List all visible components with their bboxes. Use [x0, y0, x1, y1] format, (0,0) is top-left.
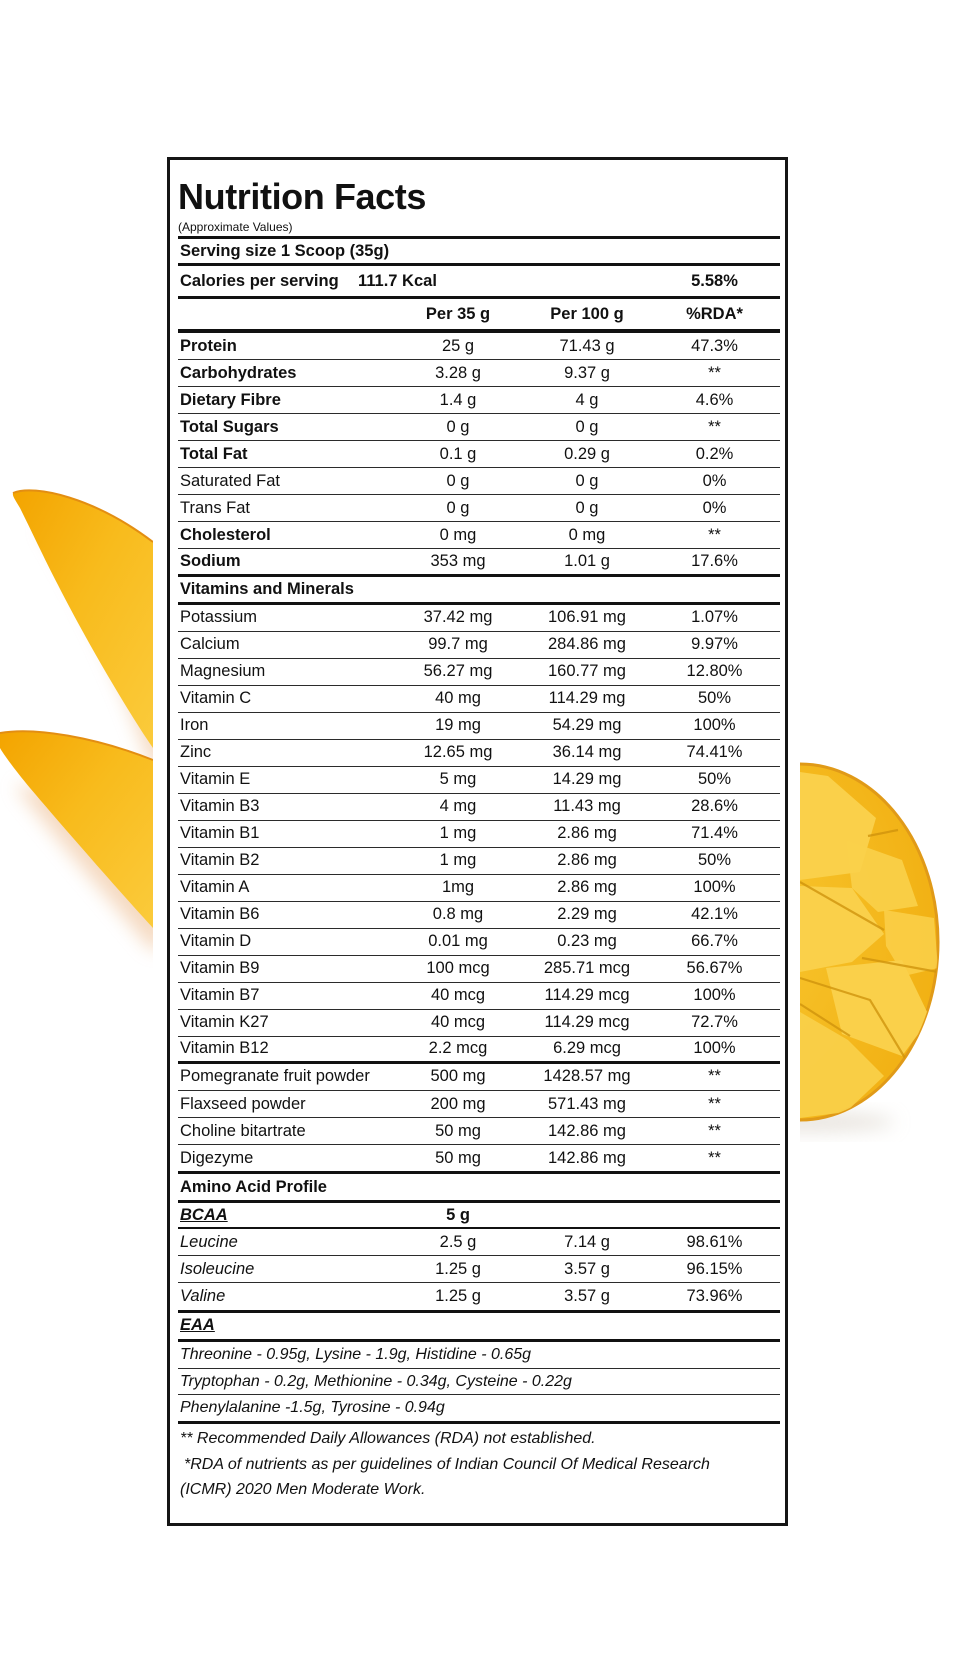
- ingredient-per-100g: 142.86 mg: [548, 1121, 626, 1140]
- vitamin-per-35g: 37.42 mg: [423, 608, 493, 627]
- nutrient-per-35g: 0.1 g: [439, 444, 477, 463]
- nutrient-name: Dietary Fibre: [180, 390, 281, 409]
- serving-size: Serving size 1 Scoop (35g): [180, 241, 390, 260]
- nutrient-per-100g: 0 g: [575, 471, 599, 490]
- vitamin-per-35g: 40 mg: [435, 689, 481, 708]
- vitamin-row: [178, 767, 780, 794]
- bcaa-total: 5 g: [446, 1205, 470, 1224]
- vitamin-name: Vitamin B7: [180, 986, 260, 1005]
- nutrient-rda: 0%: [702, 471, 727, 490]
- ingredient-per-35g: 50 mg: [435, 1121, 481, 1140]
- vitamin-per-35g: 56.27 mg: [423, 662, 493, 681]
- vitamin-rda: 1.07%: [691, 608, 738, 627]
- ingredient-row: [178, 1064, 780, 1091]
- vitamin-row: [178, 794, 780, 821]
- nutrient-per-35g: 0 mg: [439, 525, 477, 544]
- vitamin-rda: 100%: [693, 986, 736, 1005]
- nutrient-per-35g: 1.4 g: [439, 390, 477, 409]
- vitamin-per-100g: 2.29 mg: [557, 905, 617, 924]
- nutrient-row: [178, 468, 780, 495]
- vitamin-per-35g: 0.8 mg: [432, 905, 484, 924]
- nutrient-row: [178, 333, 780, 360]
- vitamin-per-100g: 106.91 mg: [548, 608, 626, 627]
- nutrient-per-35g: 0 g: [446, 498, 470, 517]
- amino-acid-profile-heading: Amino Acid Profile: [180, 1177, 327, 1196]
- vitamin-name: Vitamin D: [180, 932, 252, 951]
- nutrient-per-100g: 9.37 g: [564, 363, 610, 382]
- ingredient-name: Pomegranate fruit powder: [180, 1067, 370, 1086]
- nutrient-rda: 17.6%: [691, 551, 738, 570]
- eaa-line: Threonine - 0.95g, Lysine - 1.9g, Histidine - 0.65g: [178, 1342, 780, 1370]
- eaa-label-cell: [178, 1316, 391, 1335]
- vitamin-rda: 9.97%: [691, 635, 738, 654]
- vitamin-per-35g: 99.7 mg: [428, 635, 488, 654]
- vitamin-rda: 12.80%: [686, 662, 743, 681]
- vitamin-per-100g: 14.29 mg: [552, 770, 622, 789]
- nutrient-per-100g: 71.43 g: [559, 336, 615, 355]
- nutrition-facts-label: [167, 157, 788, 1526]
- nutrient-per-100g: 0 g: [575, 498, 599, 517]
- vitamin-rda: 42.1%: [691, 905, 738, 924]
- ingredient-name: Digezyme: [180, 1148, 254, 1167]
- vitamin-name: Potassium: [180, 608, 258, 627]
- vitamin-per-35g: 40 mcg: [430, 1013, 486, 1032]
- nutrient-rda: **: [708, 525, 721, 544]
- nutrient-row: [178, 414, 780, 441]
- calories-rda: 5.58%: [691, 271, 738, 290]
- ingredient-row: [178, 1091, 780, 1118]
- vitamin-per-100g: 36.14 mg: [552, 743, 622, 762]
- bcaa-row: [178, 1256, 780, 1283]
- nutrient-name: Carbohydrates: [180, 363, 297, 382]
- vitamin-row: [178, 848, 780, 875]
- vitamin-per-35g: 1 mg: [439, 851, 477, 870]
- column-header-per-35g: Per 35 g: [425, 304, 491, 323]
- vitamin-name: Magnesium: [180, 662, 266, 681]
- nutrient-row: [178, 441, 780, 468]
- vitamin-per-100g: 0.23 mg: [557, 932, 617, 951]
- bcaa-row: [178, 1229, 780, 1256]
- vitamin-name: Vitamin A: [180, 878, 250, 897]
- bcaa-heading-row: [178, 1203, 780, 1229]
- nutrient-row: [178, 387, 780, 414]
- ingredient-per-100g: 571.43 mg: [548, 1094, 626, 1113]
- vitamin-per-35g: 100 mcg: [426, 959, 490, 978]
- footnote-rda-source-line: *RDA of nutrients as per guidelines of Indian Council Of Medical Research: [184, 1455, 710, 1473]
- ingredient-name: Flaxseed powder: [180, 1094, 306, 1113]
- eaa-line: Phenylalanine -1.5g, Tyrosine - 0.94g: [178, 1395, 780, 1423]
- bcaa-name: Isoleucine: [180, 1259, 255, 1278]
- ingredient-row: [178, 1145, 780, 1174]
- mango-slice-top: [13, 490, 165, 770]
- vitamin-per-100g: 11.43 mg: [553, 797, 621, 816]
- vitamin-per-35g: 5 mg: [439, 770, 477, 789]
- amino-acid-profile-heading-row: [178, 1174, 780, 1203]
- vitamin-name: Calcium: [180, 635, 240, 654]
- label-header: [178, 160, 780, 239]
- ingredient-row: [178, 1118, 780, 1145]
- calories-value: 111.7 Kcal: [358, 271, 437, 290]
- nutrient-name: Protein: [180, 336, 237, 355]
- vitamin-row: [178, 659, 780, 686]
- nutrient-per-35g: 0 g: [446, 471, 470, 490]
- nutrient-name: Sodium: [180, 551, 241, 570]
- ingredient-per-35g: 50 mg: [435, 1148, 481, 1167]
- ingredient-name: Choline bitartrate: [180, 1121, 306, 1140]
- nutrient-name: Total Fat: [180, 444, 248, 463]
- nutrient-per-100g: 0 mg: [568, 525, 606, 544]
- vitamin-rda: 50%: [697, 851, 732, 870]
- bcaa-label: BCAA: [180, 1205, 228, 1224]
- vitamin-row: [178, 605, 780, 632]
- vitamins-minerals-section: [178, 605, 780, 1064]
- nutrient-row: [178, 549, 780, 577]
- nutrient-row: [178, 522, 780, 549]
- bcaa-per-35g: 2.5 g: [439, 1232, 477, 1251]
- vitamin-rda: 71.4%: [691, 824, 738, 843]
- bcaa-name: Valine: [180, 1287, 226, 1306]
- vitamin-rda: 66.7%: [691, 932, 738, 951]
- vitamin-name: Vitamin K27: [180, 1013, 269, 1032]
- vitamin-row: [178, 686, 780, 713]
- nutrient-per-100g: 0 g: [575, 417, 599, 436]
- bcaa-per-35g: 1.25 g: [435, 1287, 481, 1306]
- vitamins-minerals-heading: Vitamins and Minerals: [180, 579, 354, 598]
- additional-ingredients-section: [178, 1064, 780, 1174]
- bcaa-rda: 98.61%: [686, 1232, 743, 1251]
- footnotes: [178, 1424, 780, 1503]
- vitamin-name: Vitamin B9: [180, 959, 260, 978]
- vitamin-row: [178, 956, 780, 983]
- ingredient-rda: **: [708, 1094, 721, 1113]
- vitamin-per-100g: 54.29 mg: [552, 716, 622, 735]
- nutrient-rda: **: [708, 363, 721, 382]
- eaa-label: EAA: [180, 1316, 215, 1335]
- vitamin-row: [178, 713, 780, 740]
- vitamin-row: [178, 632, 780, 659]
- vitamin-per-100g: 2.86 mg: [557, 851, 617, 870]
- bcaa-per-100g: 3.57 g: [564, 1287, 610, 1306]
- ingredient-per-100g: 1428.57 mg: [543, 1067, 631, 1086]
- vitamin-per-35g: 0.01 mg: [428, 932, 488, 951]
- nutrient-rda: 0.2%: [695, 444, 734, 463]
- vitamin-per-35g: 4 mg: [439, 797, 477, 816]
- nutrition-table: [178, 160, 780, 1503]
- vitamin-per-100g: 2.86 mg: [557, 824, 617, 843]
- vitamin-name: Vitamin B2: [180, 851, 260, 870]
- bcaa-per-35g: 1.25 g: [435, 1259, 481, 1278]
- nutrient-row: [178, 360, 780, 387]
- vitamin-name: Vitamin E: [180, 770, 251, 789]
- vitamin-row: [178, 875, 780, 902]
- vitamin-per-35g: 1mg: [441, 878, 475, 897]
- vitamin-rda: 100%: [693, 878, 736, 897]
- vitamins-minerals-heading-row: [178, 577, 780, 605]
- vitamin-name: Iron: [180, 716, 209, 735]
- bcaa-per-100g: 7.14 g: [564, 1232, 610, 1251]
- nutrient-name: Saturated Fat: [180, 471, 280, 490]
- vitamin-per-35g: 2.2 mcg: [428, 1039, 488, 1058]
- bcaa-name: Leucine: [180, 1232, 238, 1251]
- eaa-line: Tryptophan - 0.2g, Methionine - 0.34g, Cysteine - 0.22g: [178, 1369, 780, 1395]
- footnote-rda-source-line: (ICMR) 2020 Men Moderate Work.: [180, 1481, 426, 1499]
- bcaa-per-100g: 3.57 g: [564, 1259, 610, 1278]
- vitamin-row: [178, 821, 780, 848]
- vitamin-per-100g: 114.29 mcg: [544, 986, 630, 1005]
- ingredient-rda: **: [708, 1067, 721, 1086]
- mango-slice-bottom: [0, 731, 165, 950]
- serving-size-row: [178, 239, 780, 266]
- calories-label: Calories per serving: [180, 271, 339, 290]
- nutrient-per-100g: 0.29 g: [564, 444, 610, 463]
- vitamin-row: [178, 902, 780, 929]
- vitamin-per-100g: 285.71 mcg: [543, 959, 631, 978]
- nutrient-rda: 47.3%: [691, 336, 738, 355]
- page-title: Nutrition Facts: [178, 175, 427, 217]
- vitamin-per-100g: 114.29 mcg: [544, 1013, 630, 1032]
- nutrient-rda: 0%: [702, 498, 727, 517]
- nutrient-name: Trans Fat: [180, 498, 250, 517]
- bcaa-rda: 96.15%: [686, 1259, 743, 1278]
- ingredient-rda: **: [708, 1121, 721, 1140]
- vitamin-name: Vitamin B3: [180, 797, 260, 816]
- vitamin-per-100g: 160.77 mg: [548, 662, 626, 681]
- vitamin-rda: 28.6%: [691, 797, 738, 816]
- nutrient-per-35g: 3.28 g: [435, 363, 481, 382]
- vitamin-per-35g: 1 mg: [439, 824, 477, 843]
- vitamin-per-35g: 40 mcg: [430, 986, 486, 1005]
- vitamin-rda: 72.7%: [691, 1013, 738, 1032]
- ingredient-rda: **: [708, 1148, 721, 1167]
- vitamin-per-100g: 284.86 mg: [548, 635, 626, 654]
- column-header-rda: %RDA*: [686, 304, 743, 323]
- vitamin-rda: 74.41%: [686, 743, 743, 762]
- bcaa-section: [178, 1229, 780, 1313]
- nutrient-row: [178, 495, 780, 522]
- vitamin-row: [178, 1010, 780, 1037]
- nutrient-per-35g: 0 g: [446, 417, 470, 436]
- vitamin-rda: 50%: [697, 689, 732, 708]
- vitamin-row: [178, 929, 780, 956]
- vitamin-name: Vitamin B1: [180, 824, 260, 843]
- vitamin-name: Vitamin B12: [180, 1039, 269, 1058]
- column-header-per-100g: Per 100 g: [550, 304, 624, 323]
- nutrient-per-100g: 1.01 g: [564, 551, 610, 570]
- nutrient-name: Total Sugars: [180, 417, 279, 436]
- vitamin-rda: 100%: [693, 716, 736, 735]
- vitamin-per-35g: 19 mg: [435, 716, 481, 735]
- vitamin-row: [178, 740, 780, 767]
- vitamin-rda: 56.67%: [686, 959, 743, 978]
- ingredient-per-100g: 142.86 mg: [548, 1148, 626, 1167]
- nutrient-name: Cholesterol: [180, 525, 271, 544]
- footnote-rda-not-established: ** Recommended Daily Allowances (RDA) not established.: [180, 1430, 596, 1448]
- vitamin-per-35g: 12.65 mg: [423, 743, 493, 762]
- nutrients-section: [178, 333, 780, 577]
- vitamin-per-100g: 2.86 mg: [557, 878, 617, 897]
- vitamin-name: Zinc: [180, 743, 212, 762]
- bcaa-rda: 73.96%: [686, 1287, 743, 1306]
- nutrient-rda: 4.6%: [695, 390, 734, 409]
- vitamin-row: [178, 983, 780, 1010]
- ingredient-per-35g: 500 mg: [430, 1067, 486, 1086]
- nutrient-per-35g: 25 g: [441, 336, 475, 355]
- bcaa-label-cell: [178, 1206, 391, 1225]
- eaa-heading-row: [178, 1313, 780, 1342]
- nutrient-per-35g: 353 mg: [430, 551, 486, 570]
- vitamin-rda: 100%: [693, 1039, 736, 1058]
- vitamin-name: Vitamin B6: [180, 905, 260, 924]
- bcaa-row: [178, 1283, 780, 1313]
- column-header-row: [178, 299, 780, 333]
- nutrient-per-100g: 4 g: [575, 390, 599, 409]
- vitamin-per-100g: 114.29 mg: [548, 689, 626, 708]
- vitamin-rda: 50%: [697, 770, 732, 789]
- nutrient-rda: **: [708, 417, 721, 436]
- approximate-values-note: (Approximate Values): [178, 220, 293, 234]
- vitamin-name: Vitamin C: [180, 689, 252, 708]
- vitamin-per-100g: 6.29 mcg: [553, 1039, 621, 1058]
- vitamin-row: [178, 1037, 780, 1064]
- ingredient-per-35g: 200 mg: [430, 1094, 486, 1113]
- calories-row: [178, 266, 780, 299]
